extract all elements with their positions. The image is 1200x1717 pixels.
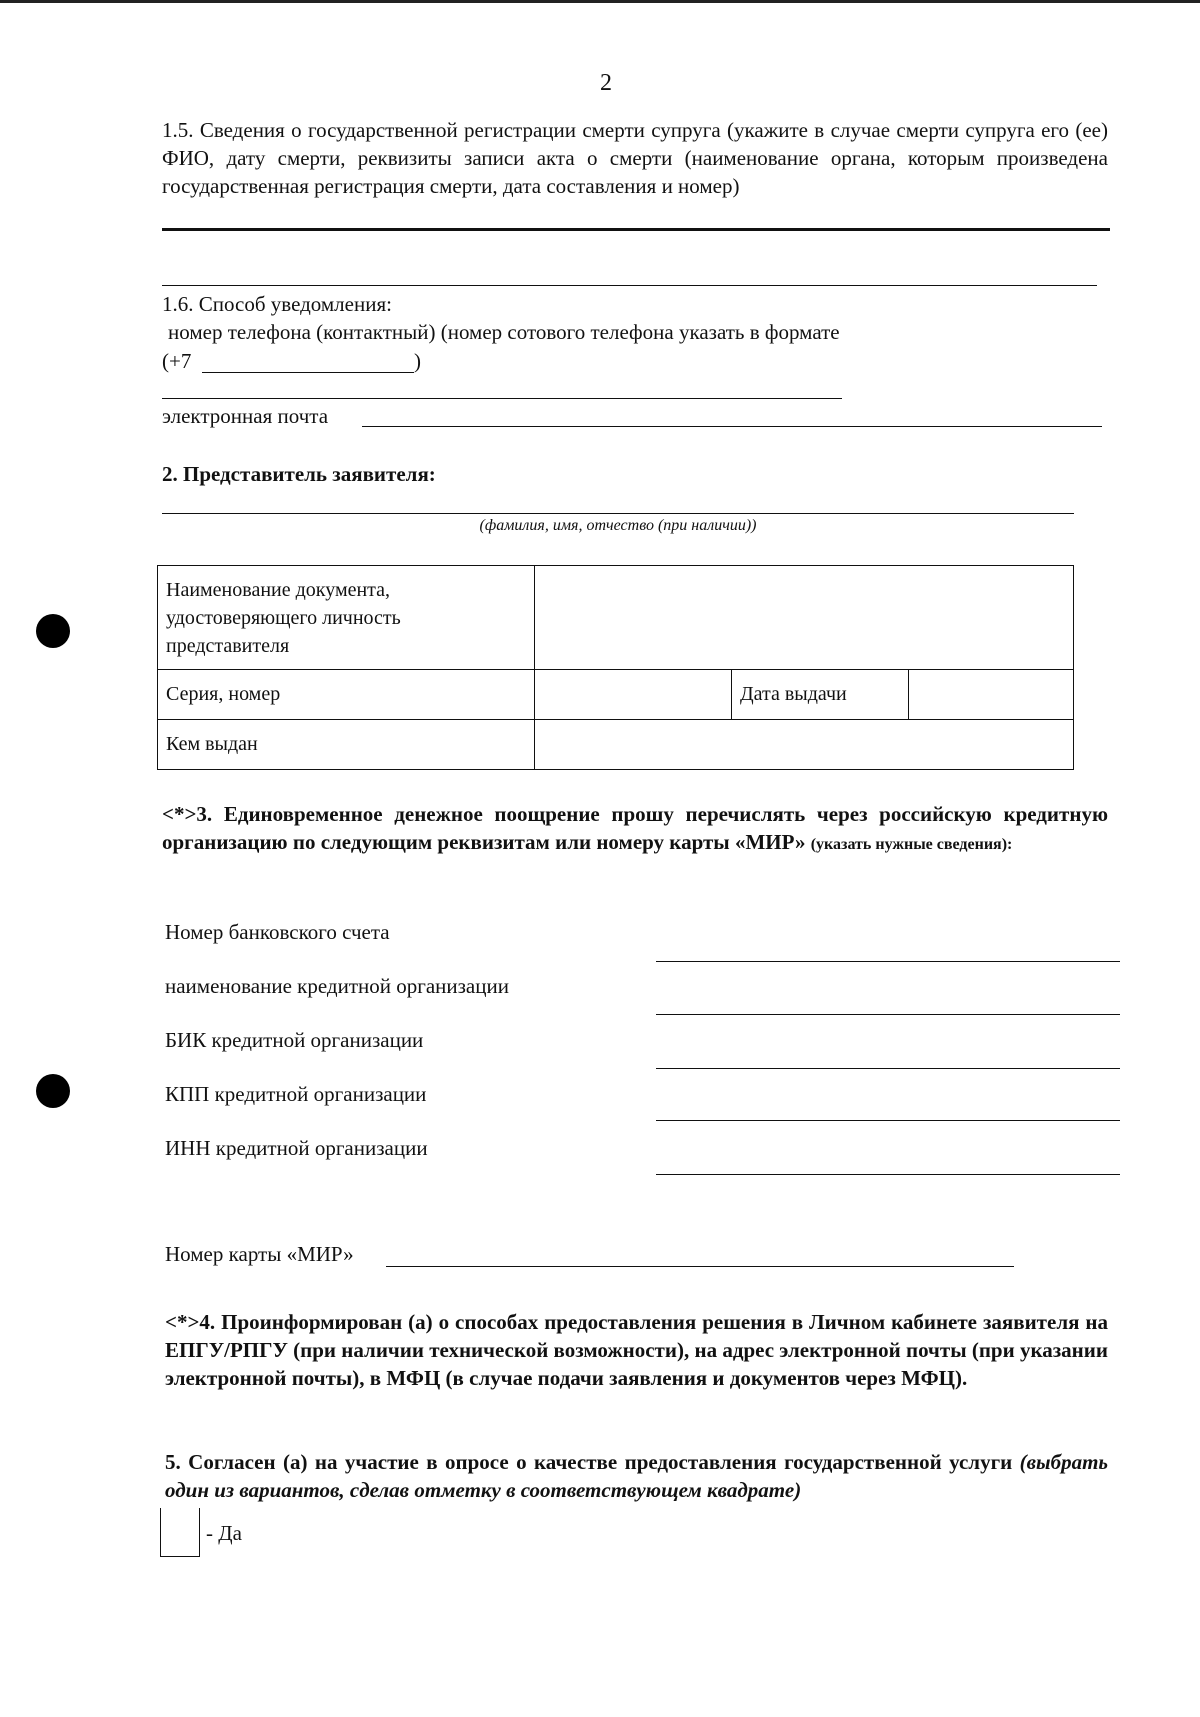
phone-input-line[interactable] xyxy=(202,372,414,373)
series-label: Серия, номер xyxy=(158,670,535,720)
section-5-text xyxy=(165,1448,1108,1504)
doc-name-label: Наименование документа, удостоверяющего личность представителя xyxy=(158,566,535,670)
issue-date-value-cell[interactable] xyxy=(909,670,1074,720)
representative-name-hint: (фамилия, имя, отчество (при наличии)) xyxy=(479,517,757,534)
kpp-label: КПП кредитной организации xyxy=(165,1082,427,1106)
phone-label: номер телефона (контактный) (номер сотового телефона указать в формате xyxy=(168,320,840,344)
consent-yes-label: - Да xyxy=(206,1521,242,1545)
email-label: электронная почта xyxy=(162,404,329,428)
bank-account-label: Номер банковского счета xyxy=(165,920,390,944)
inn-label: ИНН кредитной организации xyxy=(165,1136,428,1160)
inn-line[interactable] xyxy=(656,1174,1120,1175)
phone-extra-line[interactable] xyxy=(162,398,842,399)
doc-name-value-cell[interactable] xyxy=(535,566,1074,670)
section-3-bold-text: <*>3. Единовременное денежное поощрение прошу перечислять через российскую кредитную организацию по следующим реквизитам или номеру карты «МИР» xyxy=(162,802,1108,854)
section-2-title: 2. Представитель заявителя: xyxy=(162,462,436,486)
section-4-text: <*>4. Проинформирован (а) о способах предоставления решения в Личном кабинете заявителя на ЕПГУ/РПГУ (при наличии технической возможности), на адрес электронной почты (при указании электронной почты), в МФЦ (в случае подачи заявления и документов через МФЦ). xyxy=(165,1310,1108,1390)
consent-yes-checkbox[interactable] xyxy=(160,1508,200,1557)
bank-name-label: наименование кредитной организации xyxy=(165,974,509,998)
bank-account-line[interactable] xyxy=(656,961,1120,962)
punch-hole-mark xyxy=(36,1074,70,1108)
mir-card-line[interactable] xyxy=(386,1266,1014,1267)
section-3-text xyxy=(162,800,1108,859)
representative-document-table xyxy=(157,565,1074,770)
bik-line[interactable] xyxy=(656,1068,1120,1069)
mir-card-label: Номер карты «МИР» xyxy=(165,1242,354,1266)
representative-name-line[interactable] xyxy=(162,513,1074,514)
section-5-italic-text: (выбрать один из вариантов, сделав отметку в соответствующем квадрате) xyxy=(165,1450,1108,1502)
section-1-6-title: 1.6. Способ уведомления: xyxy=(162,292,392,316)
phone-suffix: ) xyxy=(414,349,421,373)
bank-name-line[interactable] xyxy=(656,1014,1120,1015)
section-1-5-answer-line-1[interactable] xyxy=(162,228,1110,231)
series-value-cell[interactable] xyxy=(535,670,732,720)
issue-date-label: Дата выдачи xyxy=(732,670,909,720)
kpp-line[interactable] xyxy=(656,1120,1120,1121)
page-top-border xyxy=(0,0,1200,3)
section-1-5-answer-line-2[interactable] xyxy=(162,285,1097,286)
section-1-5-text: 1.5. Сведения о государственной регистрации смерти супруга (укажите в случае смерти супруга его (ее) ФИО, дату смерти, реквизиты записи акта о смерти (наименование органа, которым произведена государственная регистрация смерти, дата составления и номер) xyxy=(162,118,1108,198)
phone-prefix: (+7 xyxy=(162,349,192,373)
page-number: 2 xyxy=(600,70,612,96)
issued-by-value-cell[interactable] xyxy=(535,720,1074,770)
bik-label: БИК кредитной организации xyxy=(165,1028,424,1052)
section-5-bold-text: 5. Согласен (а) на участие в опросе о качестве предоставления государственной услуги xyxy=(165,1450,1013,1474)
email-input-line[interactable] xyxy=(362,426,1102,427)
section-3-small-text: (указать нужные сведения): xyxy=(810,836,1013,853)
punch-hole-mark xyxy=(36,614,70,648)
issued-by-label: Кем выдан xyxy=(158,720,535,770)
